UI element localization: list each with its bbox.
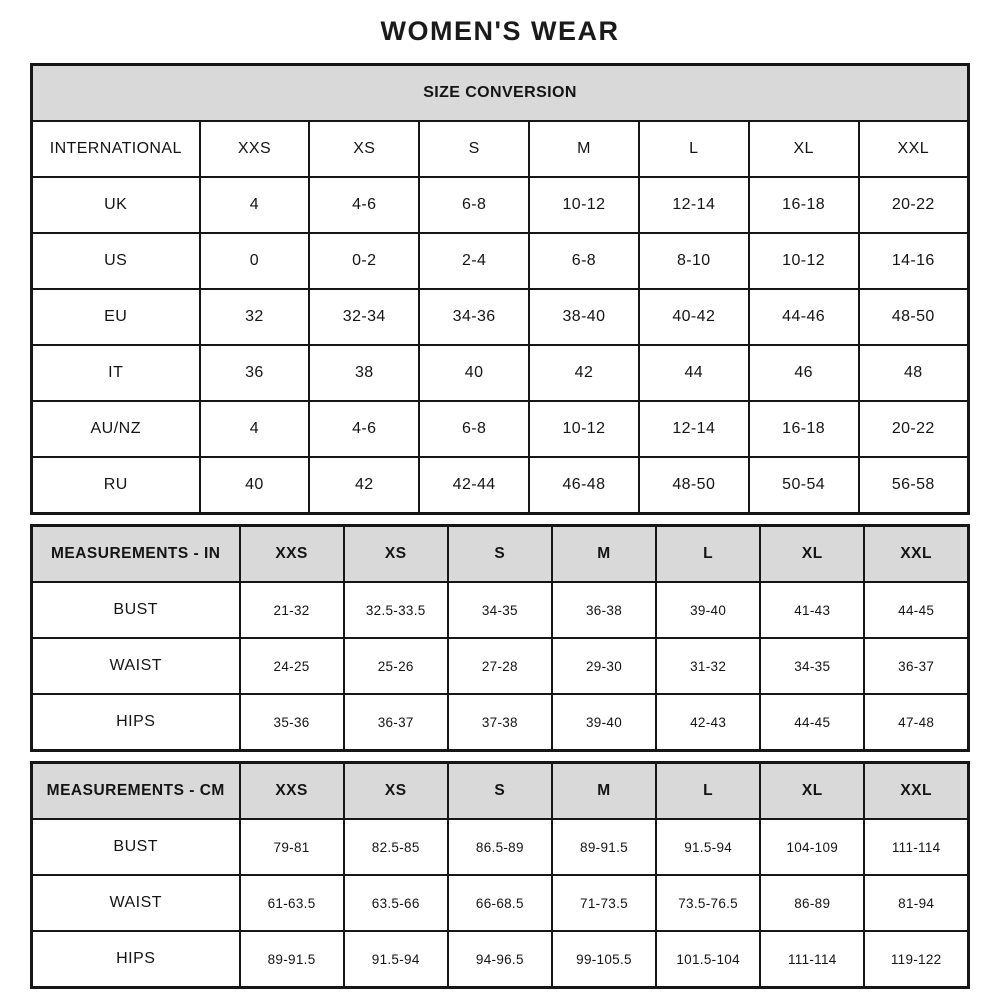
- measurement-cell: 94-96.5: [448, 931, 552, 988]
- header-cell: S: [448, 526, 552, 583]
- size-cell: 4-6: [309, 177, 419, 233]
- size-cell: 14-16: [859, 233, 969, 289]
- size-cell: 20-22: [859, 177, 969, 233]
- measurement-cell: 86.5-89: [448, 819, 552, 875]
- measurements-in-table: [30, 524, 970, 752]
- size-cell: 20-22: [859, 401, 969, 457]
- table-row: [32, 638, 969, 694]
- row-label: HIPS: [32, 694, 240, 751]
- size-cell: 34-36: [419, 289, 529, 345]
- header-cell: M: [552, 763, 656, 820]
- measurement-cell: 99-105.5: [552, 931, 656, 988]
- measurement-cell: 42-43: [656, 694, 760, 751]
- table-row: [32, 345, 969, 401]
- header-cell: S: [448, 763, 552, 820]
- measurements-cm-table: [30, 761, 970, 989]
- size-cell: 0-2: [309, 233, 419, 289]
- table-header-row: [32, 121, 969, 177]
- header-cell: XXL: [864, 526, 968, 583]
- page-title: WOMEN'S WEAR: [380, 16, 620, 46]
- row-label: UK: [32, 177, 200, 233]
- header-cell: XL: [760, 763, 864, 820]
- measurement-cell: 63.5-66: [344, 875, 448, 931]
- size-conversion-title: SIZE CONVERSION: [32, 65, 969, 122]
- measurement-cell: 91.5-94: [656, 819, 760, 875]
- measurement-cell: 37-38: [448, 694, 552, 751]
- header-cell: MEASUREMENTS - IN: [32, 526, 240, 583]
- measurement-cell: 24-25: [240, 638, 344, 694]
- size-cell: 48: [859, 345, 969, 401]
- header-cell: M: [529, 121, 639, 177]
- measurement-cell: 31-32: [656, 638, 760, 694]
- header-cell: INTERNATIONAL: [32, 121, 200, 177]
- measurement-cell: 32.5-33.5: [344, 582, 448, 638]
- size-cell: 56-58: [859, 457, 969, 514]
- row-label: WAIST: [32, 875, 240, 931]
- header-cell: XL: [760, 526, 864, 583]
- header-cell: XS: [344, 763, 448, 820]
- size-conversion-table: [30, 63, 970, 515]
- size-cell: 16-18: [749, 177, 859, 233]
- measurement-cell: 111-114: [864, 819, 968, 875]
- size-cell: 38-40: [529, 289, 639, 345]
- measurement-cell: 34-35: [760, 638, 864, 694]
- measurement-cell: 89-91.5: [240, 931, 344, 988]
- size-cell: 10-12: [529, 401, 639, 457]
- measurement-cell: 39-40: [552, 694, 656, 751]
- measurement-cell: 104-109: [760, 819, 864, 875]
- row-label: IT: [32, 345, 200, 401]
- measurement-cell: 27-28: [448, 638, 552, 694]
- table-row: [32, 401, 969, 457]
- size-cell: 38: [309, 345, 419, 401]
- table-header-row: [32, 526, 969, 583]
- header-cell: XS: [344, 526, 448, 583]
- table-row: [32, 233, 969, 289]
- measurement-cell: 21-32: [240, 582, 344, 638]
- size-cell: 10-12: [529, 177, 639, 233]
- size-cell: 32: [200, 289, 310, 345]
- row-label: BUST: [32, 819, 240, 875]
- measurement-cell: 44-45: [760, 694, 864, 751]
- size-cell: 4: [200, 177, 310, 233]
- measurement-cell: 36-37: [864, 638, 968, 694]
- size-cell: 6-8: [419, 177, 529, 233]
- row-label: BUST: [32, 582, 240, 638]
- table-row: [32, 289, 969, 345]
- size-cell: 42: [309, 457, 419, 514]
- measurement-cell: 41-43: [760, 582, 864, 638]
- size-cell: 48-50: [859, 289, 969, 345]
- measurement-cell: 82.5-85: [344, 819, 448, 875]
- row-label: WAIST: [32, 638, 240, 694]
- table-row: [32, 582, 969, 638]
- measurement-cell: 44-45: [864, 582, 968, 638]
- measurement-cell: 111-114: [760, 931, 864, 988]
- size-cell: 0: [200, 233, 310, 289]
- size-cell: 42: [529, 345, 639, 401]
- size-cell: 48-50: [639, 457, 749, 514]
- header-cell: XS: [309, 121, 419, 177]
- measurement-cell: 73.5-76.5: [656, 875, 760, 931]
- table-row: [32, 457, 969, 514]
- measurement-cell: 25-26: [344, 638, 448, 694]
- measurement-cell: 66-68.5: [448, 875, 552, 931]
- header-cell: MEASUREMENTS - CM: [32, 763, 240, 820]
- measurement-cell: 89-91.5: [552, 819, 656, 875]
- row-label: US: [32, 233, 200, 289]
- size-cell: 32-34: [309, 289, 419, 345]
- size-cell: 8-10: [639, 233, 749, 289]
- measurement-cell: 39-40: [656, 582, 760, 638]
- header-cell: L: [639, 121, 749, 177]
- size-cell: 12-14: [639, 177, 749, 233]
- size-cell: 40: [200, 457, 310, 514]
- header-cell: M: [552, 526, 656, 583]
- size-cell: 12-14: [639, 401, 749, 457]
- header-cell: XXS: [240, 763, 344, 820]
- header-cell: XL: [749, 121, 859, 177]
- size-cell: 40: [419, 345, 529, 401]
- measurement-cell: 71-73.5: [552, 875, 656, 931]
- measurement-cell: 86-89: [760, 875, 864, 931]
- size-cell: 46: [749, 345, 859, 401]
- size-cell: 4-6: [309, 401, 419, 457]
- table-row: [32, 819, 969, 875]
- header-cell: L: [656, 526, 760, 583]
- size-cell: 6-8: [419, 401, 529, 457]
- measurement-cell: 29-30: [552, 638, 656, 694]
- header-cell: XXS: [200, 121, 310, 177]
- size-cell: 40-42: [639, 289, 749, 345]
- measurement-cell: 36-37: [344, 694, 448, 751]
- size-cell: 2-4: [419, 233, 529, 289]
- measurement-cell: 119-122: [864, 931, 968, 988]
- size-cell: 10-12: [749, 233, 859, 289]
- size-cell: 16-18: [749, 401, 859, 457]
- header-cell: L: [656, 763, 760, 820]
- table-row: [32, 875, 969, 931]
- row-label: HIPS: [32, 931, 240, 988]
- size-cell: 46-48: [529, 457, 639, 514]
- size-cell: 44-46: [749, 289, 859, 345]
- table-caption-row: [32, 65, 969, 122]
- measurement-cell: 34-35: [448, 582, 552, 638]
- size-cell: 50-54: [749, 457, 859, 514]
- measurement-cell: 101.5-104: [656, 931, 760, 988]
- size-cell: 6-8: [529, 233, 639, 289]
- row-label: AU/NZ: [32, 401, 200, 457]
- header-cell: XXL: [859, 121, 969, 177]
- measurement-cell: 79-81: [240, 819, 344, 875]
- row-label: RU: [32, 457, 200, 514]
- header-cell: S: [419, 121, 529, 177]
- table-row: [32, 694, 969, 751]
- measurement-cell: 91.5-94: [344, 931, 448, 988]
- table-row: [32, 931, 969, 988]
- size-cell: 44: [639, 345, 749, 401]
- row-label: EU: [32, 289, 200, 345]
- table-header-row: [32, 763, 969, 820]
- header-cell: XXL: [864, 763, 968, 820]
- measurement-cell: 47-48: [864, 694, 968, 751]
- measurement-cell: 81-94: [864, 875, 968, 931]
- measurement-cell: 36-38: [552, 582, 656, 638]
- header-cell: XXS: [240, 526, 344, 583]
- measurement-cell: 61-63.5: [240, 875, 344, 931]
- size-cell: 4: [200, 401, 310, 457]
- table-row: [32, 177, 969, 233]
- measurement-cell: 35-36: [240, 694, 344, 751]
- size-cell: 42-44: [419, 457, 529, 514]
- size-cell: 36: [200, 345, 310, 401]
